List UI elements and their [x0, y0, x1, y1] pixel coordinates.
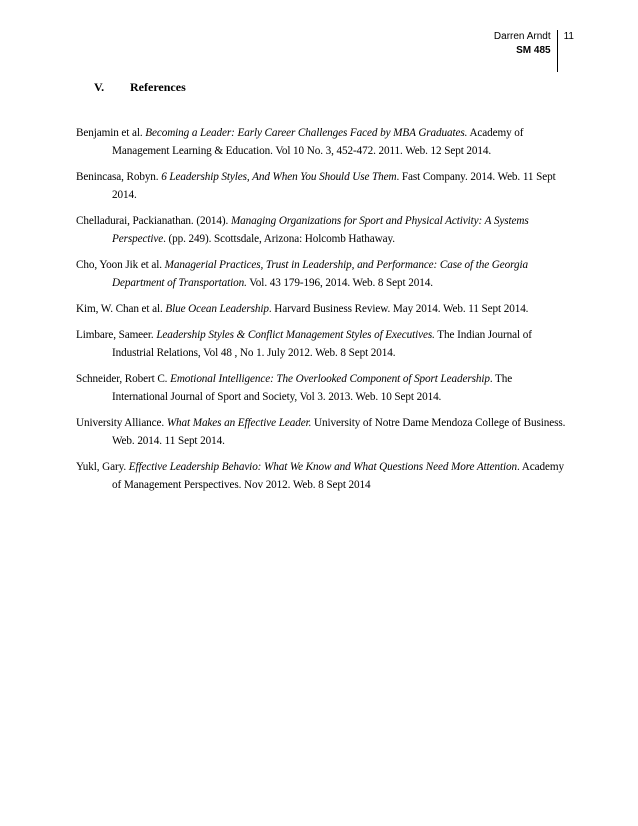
header-page-number: 11 — [563, 31, 574, 42]
reference-authors: Yukl, Gary. — [76, 461, 129, 473]
reference-authors: University Alliance. — [76, 417, 167, 429]
reference-title: Blue Ocean Leadership — [165, 303, 269, 315]
reference-source: The Indian Journal of Industrial Relations, Vol 48 , No 1. July 2012. Web. 8 Sept 2014. — [112, 329, 532, 359]
reference-authors: Limbare, Sameer. — [76, 329, 157, 341]
reference-source: . Harvard Business Review. May 2014. Web. 11 Sept 2014. — [268, 303, 529, 315]
reference-entry — [76, 414, 570, 450]
header-author-block — [494, 30, 558, 72]
reference-source: Vol. 43 179-196, 2014. Web. 8 Sept 2014. — [246, 277, 433, 289]
reference-authors: Chelladurai, Packianathan. (2014). — [76, 215, 231, 227]
reference-title: Leadership Styles & Conflict Management Styles of Executives. — [156, 329, 435, 341]
reference-source: . Academy of Management Perspectives. Nov 2012. Web. 8 Sept 2014 — [112, 461, 564, 491]
reference-entry — [76, 256, 570, 292]
reference-source: . The International Journal of Sport and Society, Vol 3. 2013. Web. 10 Sept 2014. — [112, 373, 513, 403]
header-course: SM 485 — [516, 45, 551, 56]
reference-entry — [76, 168, 570, 204]
reference-title: Becoming a Leader: Early Career Challenges Faced by MBA Graduates. — [145, 127, 468, 139]
reference-entry — [76, 370, 570, 406]
reference-title: Effective Leadership Behavio: What We Know and What Questions Need More Attention — [128, 461, 518, 473]
reference-authors: Kim, W. Chan et al. — [76, 303, 166, 315]
reference-source: University of Notre Dame Mendoza College of Business. Web. 2014. 11 Sept 2014. — [112, 417, 566, 447]
reference-title: 6 Leadership Styles, And When You Should Use Them — [161, 171, 397, 183]
reference-title: What Makes an Effective Leader. — [166, 417, 312, 429]
reference-entry — [76, 300, 570, 318]
section-number: V. — [94, 80, 105, 94]
reference-entry — [76, 326, 570, 362]
reference-title: Managerial Practices, Trust in Leadership, and Performance: Case of the Georgia Department of Transportation. — [112, 259, 528, 289]
reference-title: Managing Organizations for Sport and Physical Activity: A Systems Perspective — [112, 215, 529, 245]
running-header — [494, 30, 574, 72]
reference-authors: Benincasa, Robyn. — [76, 171, 162, 183]
reference-title: Emotional Intelligence: The Overlooked Component of Sport Leadership — [170, 373, 490, 385]
reference-list — [76, 124, 570, 502]
reference-authors: Benjamin et al. — [76, 127, 146, 139]
reference-entry — [76, 458, 570, 494]
reference-entry — [76, 124, 570, 160]
section-title: References — [130, 80, 186, 94]
section-heading — [94, 80, 186, 95]
reference-entry — [76, 212, 570, 248]
reference-authors: Cho, Yoon Jik et al. — [76, 259, 165, 271]
reference-source: . (pp. 249). Scottsdale, Arizona: Holcomb Hathaway. — [163, 233, 395, 245]
reference-source: . Fast Company. 2014. Web. 11 Sept 2014. — [112, 171, 556, 201]
reference-authors: Schneider, Robert C. — [76, 373, 171, 385]
reference-source: Academy of Management Learning & Education. Vol 10 No. 3, 452-472. 2011. Web. 12 Sept 2014. — [112, 127, 524, 157]
header-author: Darren Arndt — [493, 31, 551, 42]
